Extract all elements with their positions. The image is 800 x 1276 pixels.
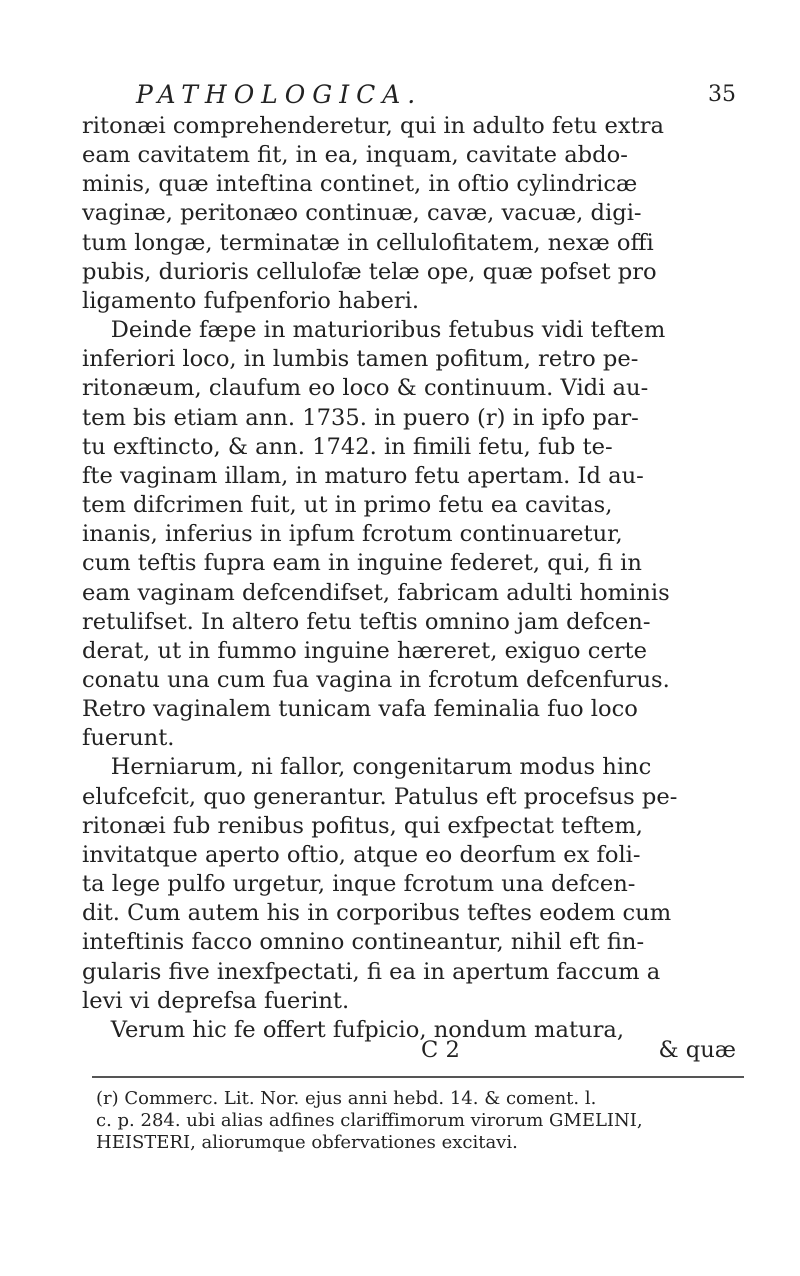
page-number: 35 [708,82,736,107]
footnote-divider [92,1076,744,1078]
text-line: ritonæi fub renibus pofitus, qui exfpectat teftem, [82,812,643,839]
text-line: eam vaginam defcendifset, fabricam adulti hominis [82,579,670,606]
text-line: inferiori loco, in lumbis tamen pofitum, retro pe- [82,346,639,373]
text-line: elufcefcit, quo generantur. Patulus eft procefsus pe- [82,783,678,810]
text-line: Herniarum, ni fallor, congenitarum modus hinc [82,754,652,781]
text-line: ta lege pulfo urgetur, inque fcrotum una defcen- [82,871,636,898]
text-line: Retro vaginalem tunicam vafa feminalia fuo loco [82,696,638,723]
text-line: tem difcrimen fuit, ut in primo fetu ea cavitas, [82,492,613,519]
text-line: tu exftincto, & ann. 1742. in fimili fetu, fub te- [82,433,613,460]
text-line: vaginæ, peritonæo continuæ, cavæ, vacuæ, digi- [82,200,642,227]
signature-line [82,1037,742,1067]
text-line: minis, quæ inteftina continet, in oftio cylindricæ [82,171,638,198]
text-line: eam cavitatem fit, in ea, inquam, cavitate abdo- [82,142,628,169]
text-line: fuerunt. [82,725,175,752]
text-line: retulifset. In altero fetu teftis omnino jam defcen- [82,608,651,635]
footnote-line: HEISTERI, aliorumque obfervationes excitavi. [96,1132,518,1153]
text-line: cum teftis fupra eam in inguine federet, qui, fi in [82,550,642,577]
running-title: PATHOLOGICA. [136,80,423,109]
text-line: conatu una cum fua vagina in fcrotum defcenfurus. [82,666,670,693]
catchword: & quæ [658,1037,736,1063]
text-line: levi vi deprefsa fuerint. [82,987,350,1014]
main-text [82,112,742,1045]
footnote [96,1088,746,1154]
text-line: pubis, durioris cellulofæ telæ ope, quæ pofset pro [82,258,657,285]
text-line: Deinde fæpe in maturioribus fetubus vidi teftem [82,317,666,344]
text-line: tem bis etiam ann. 1735. in puero (r) in ipfo par- [82,404,639,431]
signature-mark: C 2 [421,1037,460,1063]
text-line: fte vaginam illam, in maturo fetu apertam. Id au- [82,462,644,489]
text-line: inteftinis facco omnino contineantur, nihil eft fin- [82,929,645,956]
text-line: ritonæum, claufum eo loco & continuum. Vidi au- [82,375,649,402]
text-line: gularis five inexfpectati, fi ea in apertum faccum a [82,958,661,985]
text-line: derat, ut in fummo inguine hæreret, exiguo certe [82,637,647,664]
text-line: dit. Cum autem his in corporibus teftes eodem cum [82,900,672,927]
footnote-line: c. p. 284. ubi alias adfines clariffimorum virorum GMELINI, [96,1110,643,1131]
text-line: tum longæ, terminatæ in cellulofitatem, nexæ offi [82,229,654,256]
footnote-line: (r) Commerc. Lit. Nor. ejus anni hebd. 14. & coment. l. [96,1088,597,1109]
text-line: Verum hic fe offert fufpicio, nondum matura, [82,1016,625,1043]
text-line: inanis, inferius in ipfum fcrotum continuaretur, [82,521,623,548]
text-line: invitatque aperto oftio, atque eo deorfum ex foli- [82,841,641,868]
text-line: ritonæi comprehenderetur, qui in adulto fetu extra [82,113,664,139]
text-line: ligamento fufpenforio haberi. [82,287,420,314]
page-header [136,80,736,114]
